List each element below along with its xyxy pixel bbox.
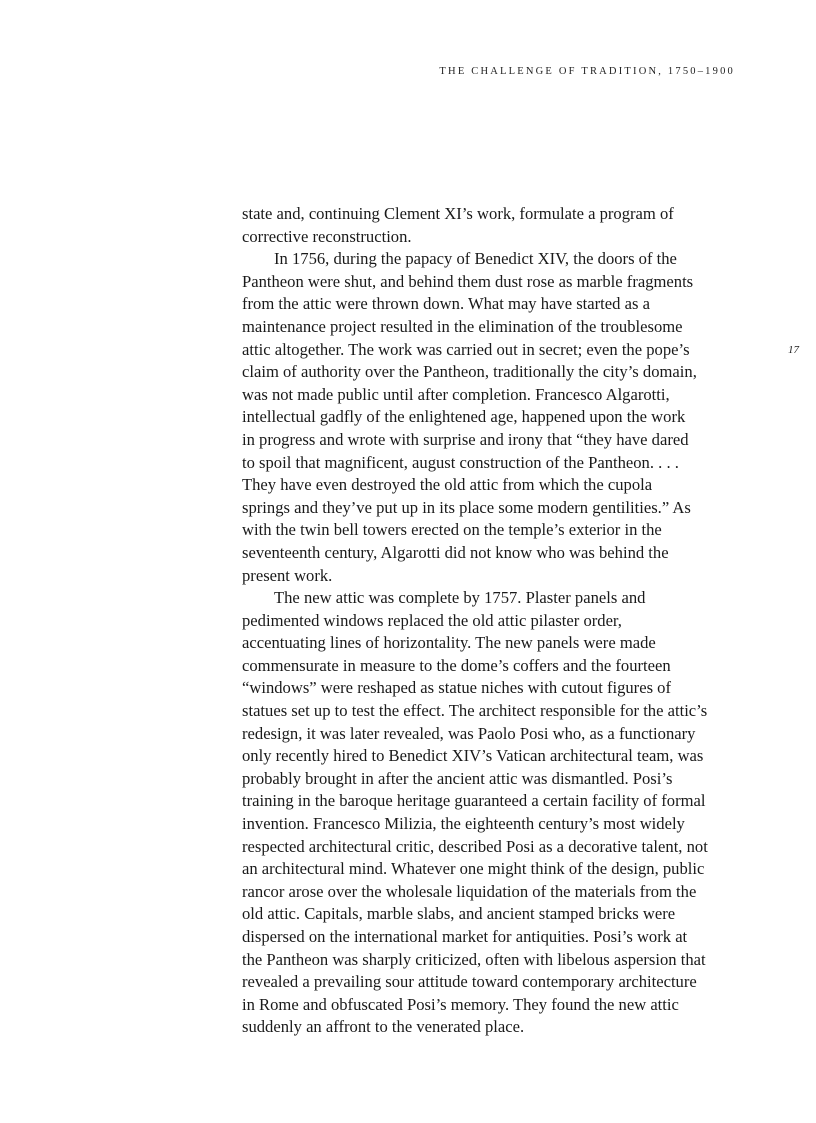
text-line: present work. [242, 565, 333, 585]
text-line: the Pantheon was sharply criticized, often with libelous aspersion that [242, 949, 706, 969]
text-line: commensurate in measure to the dome’s coffers and the fourteen [242, 655, 671, 675]
text-line: revealed a prevailing sour attitude toward contemporary architecture [242, 972, 697, 992]
text-line: in Rome and obfuscated Posi’s memory. They found the new attic [242, 994, 679, 1014]
text-line: with the twin bell towers erected on the temple’s exterior in the [242, 520, 662, 540]
text-line: training in the baroque heritage guaranteed a certain facility of formal [242, 791, 706, 811]
text-line: corrective reconstruction. [242, 226, 412, 246]
text-line: maintenance project resulted in the elimination of the troublesome [242, 316, 683, 336]
text-line: attic altogether. The work was carried out in secret; even the pope’s [242, 339, 690, 359]
text-line: They have even destroyed the old attic from which the cupola [242, 475, 653, 495]
text-line: statues set up to test the effect. The architect responsible for the attic’s [242, 701, 708, 721]
text-line: springs and they’ve put up in its place some modern gentilities.” As [242, 497, 691, 517]
body-text [242, 203, 736, 1039]
running-head: THE CHALLENGE OF TRADITION, 1750–1900 [439, 66, 735, 77]
text-line: in progress and wrote with surprise and irony that “they have dared [242, 429, 689, 449]
text-line: accentuating lines of horizontality. The new panels were made [242, 633, 656, 653]
text-line: state and, continuing Clement XI’s work, formulate a program of [242, 204, 674, 223]
paragraph-start-line: The new attic was complete by 1757. Plaster panels and [274, 588, 646, 608]
text-line: Pantheon were shut, and behind them dust rose as marble fragments [242, 271, 694, 291]
paragraph-start-line: In 1756, during the papacy of Benedict XIV, the doors of the [274, 249, 677, 269]
text-line: “windows” were reshaped as statue niches with cutout figures of [242, 678, 671, 698]
text-line: from the attic were thrown down. What may have started as a [242, 294, 650, 314]
text-line: invention. Francesco Milizia, the eighteenth century’s most widely [242, 814, 685, 834]
text-line: to spoil that magnificent, august construction of the Pantheon. . . . [242, 452, 679, 472]
text-line: respected architectural critic, described Posi as a decorative talent, not [242, 836, 708, 856]
text-line: claim of authority over the Pantheon, traditionally the city’s domain, [242, 362, 697, 382]
page-number: 17 [788, 344, 799, 356]
text-line: seventeenth century, Algarotti did not know who was behind the [242, 542, 669, 562]
text-line: an architectural mind. Whatever one might think of the design, public [242, 859, 705, 879]
text-line: was not made public until after completion. Francesco Algarotti, [242, 384, 670, 404]
text-line: suddenly an affront to the venerated place. [242, 1017, 525, 1037]
text-line: only recently hired to Benedict XIV’s Vatican architectural team, was [242, 746, 704, 766]
text-line: probably brought in after the ancient attic was dismantled. Posi’s [242, 768, 673, 788]
text-line: old attic. Capitals, marble slabs, and ancient stamped bricks were [242, 904, 676, 924]
text-line: intellectual gadfly of the enlightened age, happened upon the work [242, 407, 686, 427]
text-line: pedimented windows replaced the old attic pilaster order, [242, 610, 622, 630]
text-line: dispersed on the international market for antiquities. Posi’s work at [242, 927, 688, 946]
text-line: redesign, it was later revealed, was Paolo Posi who, as a functionary [242, 723, 696, 743]
text-line: rancor arose over the wholesale liquidation of the materials from the [242, 881, 697, 901]
